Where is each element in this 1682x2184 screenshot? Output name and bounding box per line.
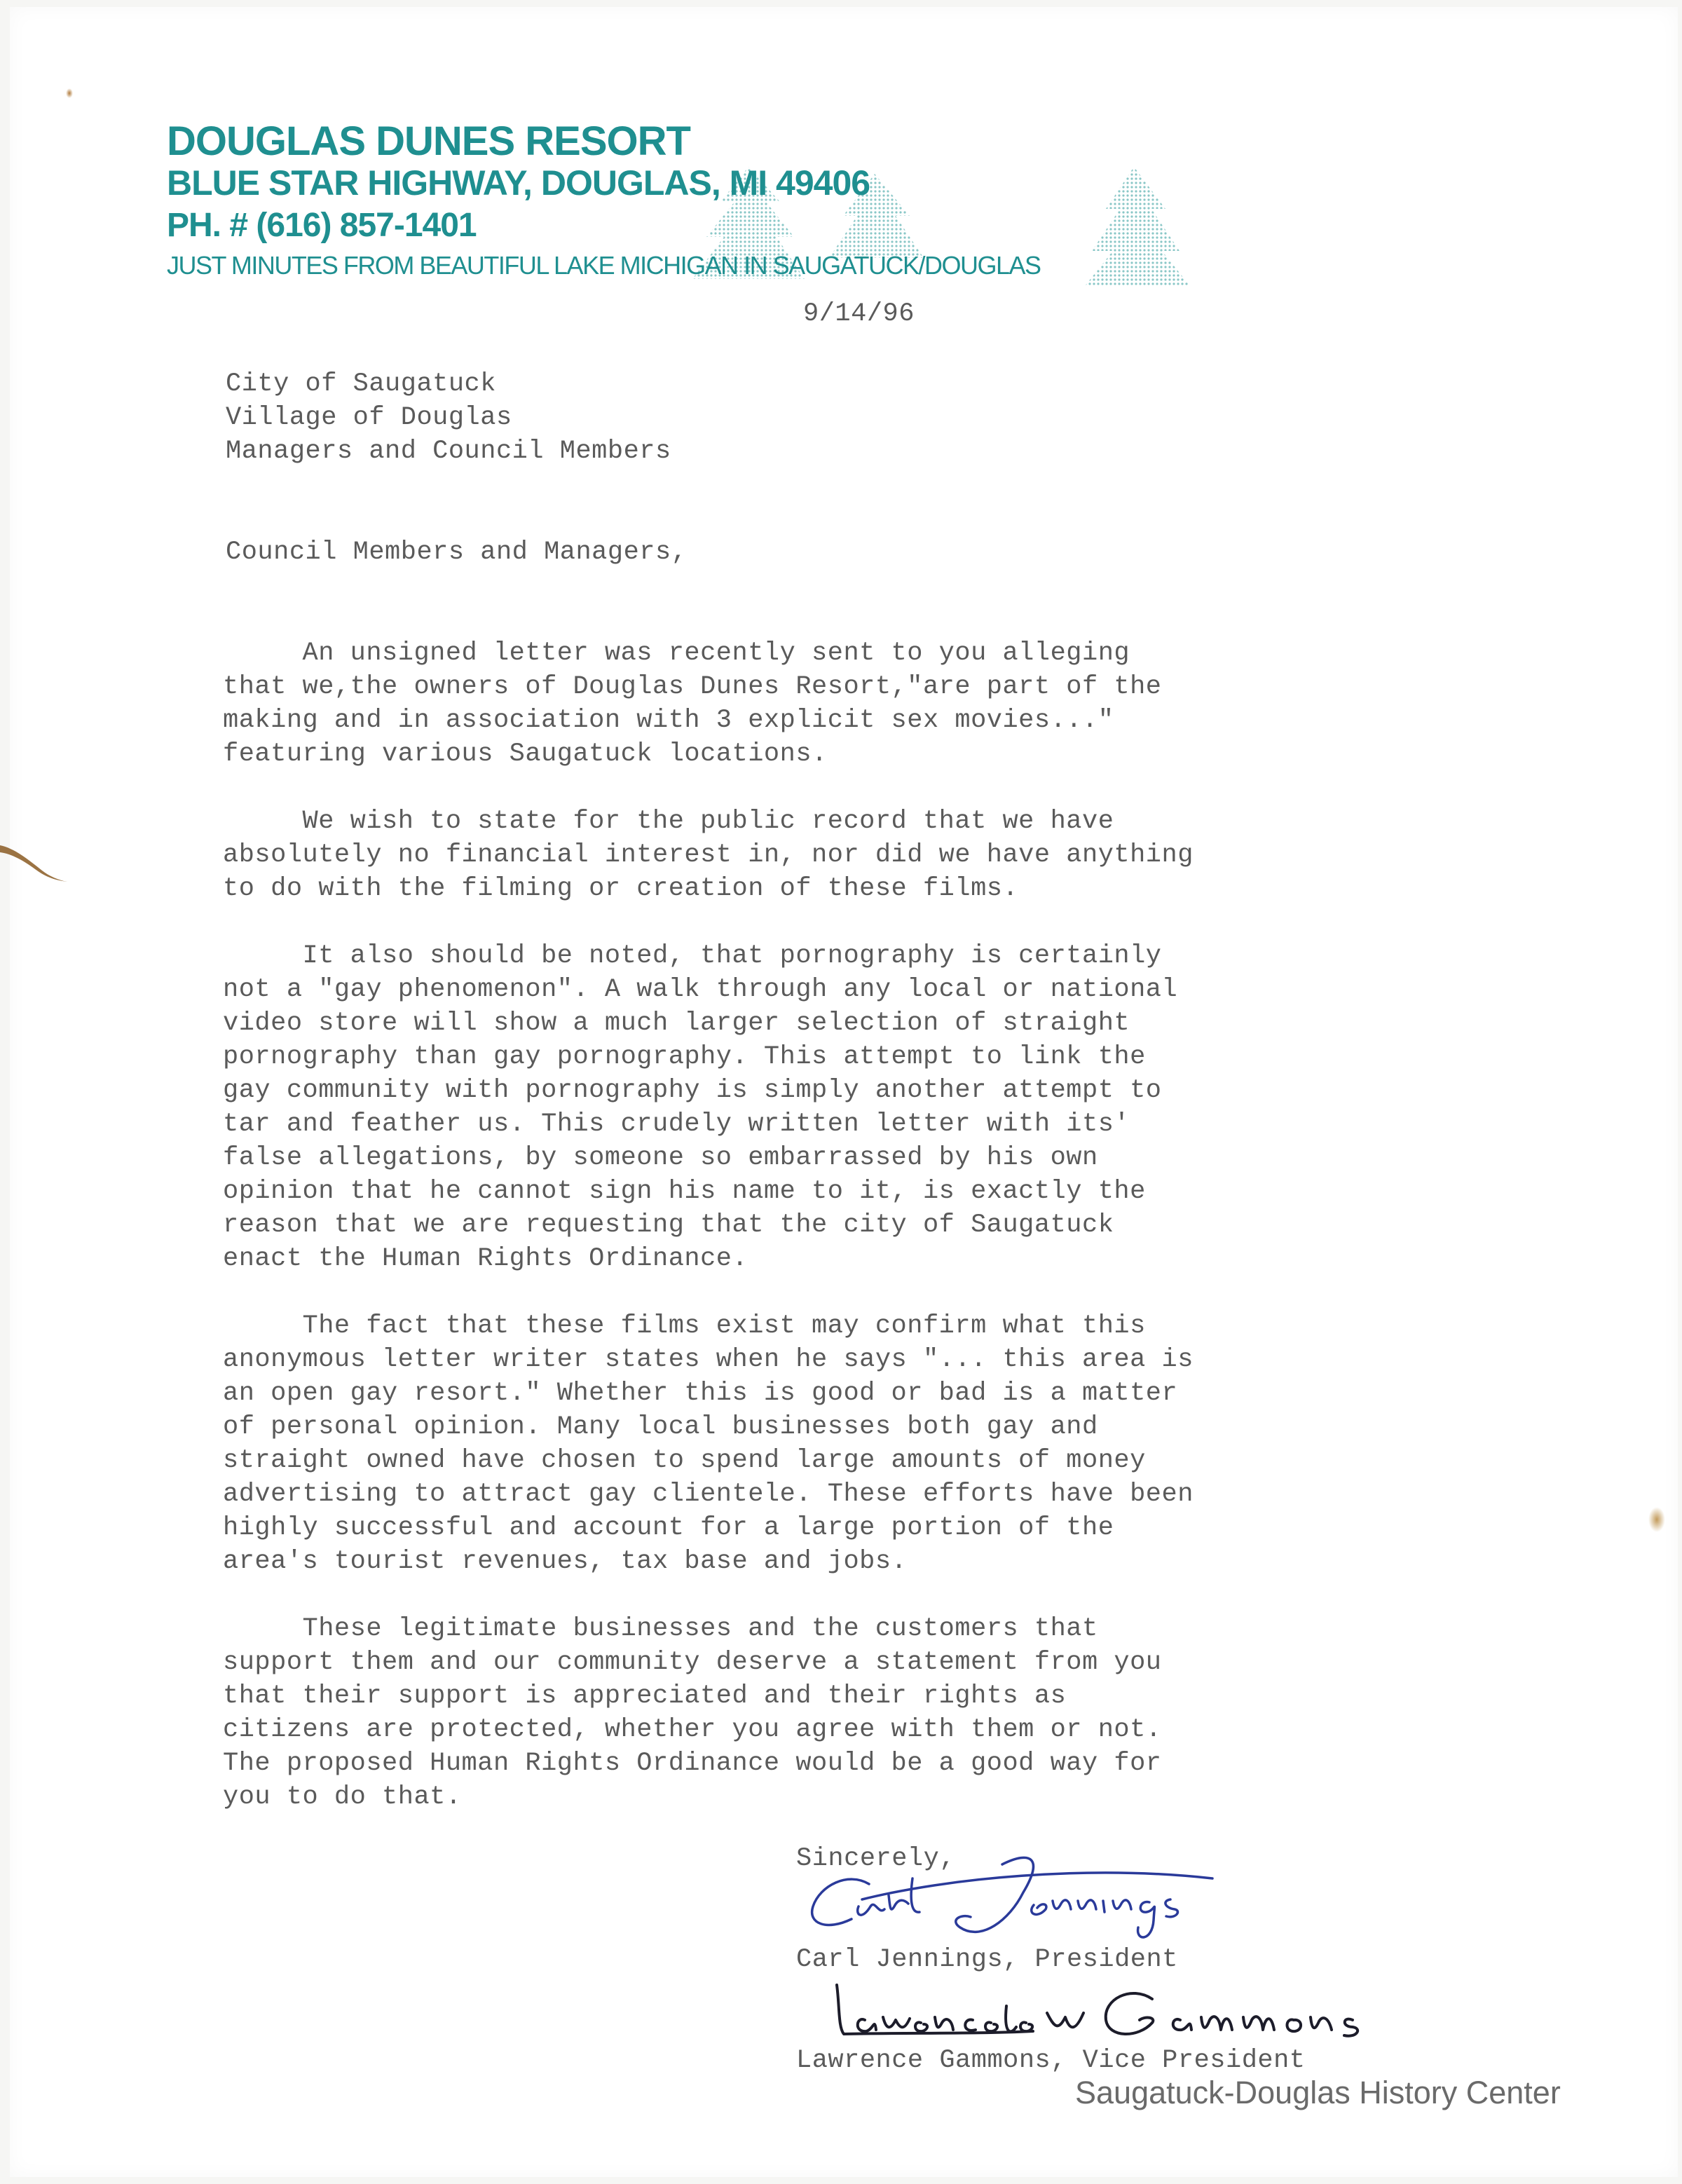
recipient-block [226,367,671,468]
body-paragraph: An unsigned letter was recently sent to you alleging that we,the owners of Douglas Dunes Resort,"are part of the making and in association with 3 explicit sex movies..." featuring various Saugatuck locations. [223,639,1162,769]
paper-stain [1648,1507,1665,1532]
archive-watermark: Saugatuck-Douglas History Center [1075,2075,1561,2110]
paper-stain [0,838,67,887]
signatory-name-title: Lawrence Gammons, Vice President [796,2046,1306,2075]
resort-tagline: JUST MINUTES FROM BEAUTIFUL LAKE MICHIGAN IN SAUGATUCK/DOUGLAS [167,251,1041,280]
resort-address: BLUE STAR HIGHWAY, DOUGLAS, MI 49406 [167,163,870,203]
closing: Sincerely, [796,1844,956,1874]
recipient-line: Village of Douglas [226,403,512,432]
body-paragraph: We wish to state for the public record that we have absolutely no financial interest in, nor did we have anything to do with the filming or creation of these films. [223,807,1194,903]
letter-page [10,7,1678,2177]
resort-phone: PH. # (616) 857-1401 [167,207,477,244]
body-paragraph: These legitimate businesses and the customers that support them and our community deserve a statement from you that their support is appreciated and their rights as citizens are protected, whether you agree with them or not. The proposed Human Rights Ordinance would be a good way for you to do that. [223,1614,1162,1812]
letterhead [167,118,1260,300]
recipient-line: City of Saugatuck [226,369,496,399]
letter-date: 9/14/96 [803,299,915,329]
signature-lawrence-gammons [823,1971,1643,2048]
signature-carl-jennings [792,1836,1283,1948]
resort-name: DOUGLAS DUNES RESORT [167,118,690,164]
signatory-name-title: Carl Jennings, President [796,1945,1178,1974]
body-paragraph: The fact that these films exist may confirm what this anonymous letter writer states when he says "... this area is an open gay resort." Whether this is good or bad is a matter of personal opinion. Many local businesses both gay and straight owned have chosen to spend large amounts of money advertising to attract gay clientele. These efforts have been highly successful and account for a large portion of the area's tourist revenues, tax base and jobs. [223,1311,1194,1576]
body-paragraph: It also should be noted, that pornography is certainly not a "gay phenomenon". A walk through any local or national video store will show a much larger selection of straight pornography than gay pornography. This attempt to link the gay community with pornography is simply another attempt to tar and feather us. This crudely written letter with its' false allegations, by someone so embarrassed by his own opinion that he cannot sign his name to it, is exactly the reason that we are requesting that the city of Saugatuck enact the Human Rights Ordinance. [223,941,1178,1274]
recipient-line: Managers and Council Members [226,437,671,466]
paper-stain [66,88,73,98]
salutation: Council Members and Managers, [226,538,688,567]
